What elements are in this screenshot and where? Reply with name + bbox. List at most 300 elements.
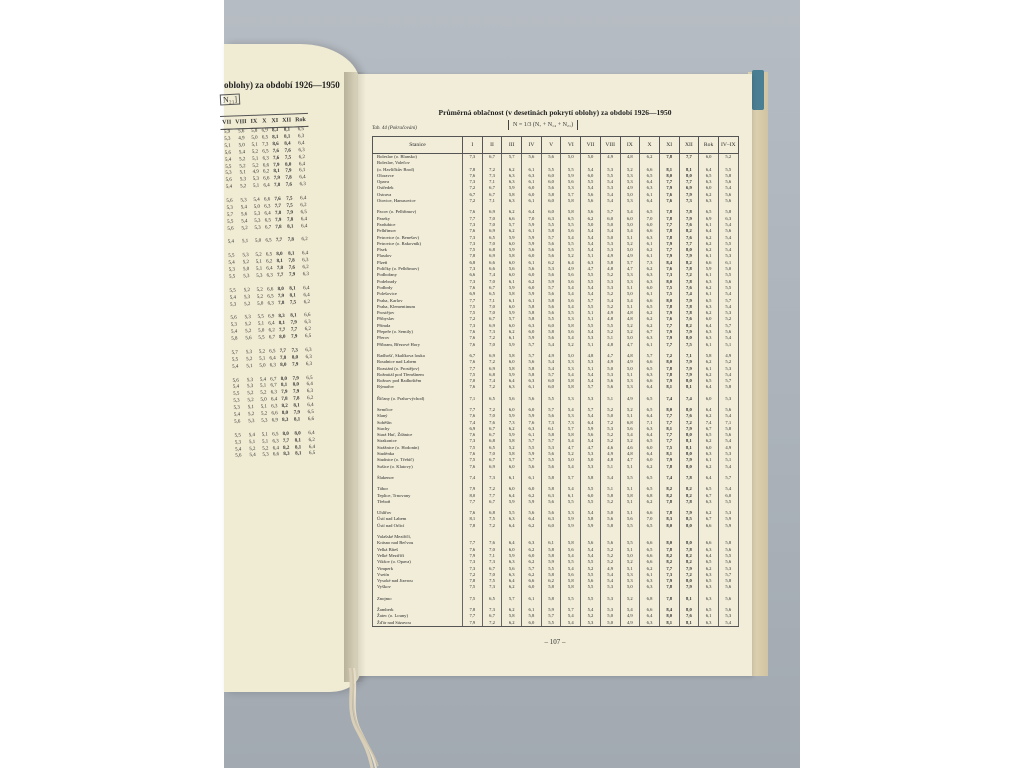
table-cell: 7,3 [482, 173, 502, 179]
table-cell: 5,6 [718, 584, 738, 590]
table-cell: 6,1 [522, 607, 542, 613]
table-cell: 5,4 [718, 486, 738, 492]
table-cell: 7,1 [679, 353, 699, 359]
table-cell: 5,3 [620, 378, 640, 384]
table-cell: 8,1 [295, 451, 302, 458]
table-cell: 6,5 [308, 451, 316, 457]
table-cell: 7,2 [482, 167, 502, 173]
station-name: Velká Bíteš [373, 547, 463, 553]
table-cell: 5,3 [242, 253, 249, 259]
table-cell: 5,6 [718, 228, 738, 234]
table-cell: 5,9 [581, 523, 601, 529]
table-cell: 8,0 [280, 362, 287, 368]
table-cell: 5,0 [600, 613, 620, 619]
table-cell: 6,2 [640, 154, 660, 161]
column-header: XI [269, 114, 280, 127]
table-cell: 6,3 [305, 354, 312, 360]
table-cell: 8,1 [659, 426, 679, 432]
table-cell: 6,3 [699, 572, 719, 578]
table-cell: 5,6 [581, 432, 601, 438]
table-cell: 5,3 [600, 285, 620, 291]
table-cell: 5,2 [620, 167, 640, 173]
table-cell: 7,9 [659, 310, 679, 316]
table-cell: 5,9 [502, 372, 522, 378]
table-cell: 5,9 [502, 310, 522, 316]
table-cell: 6,1 [699, 272, 719, 278]
table-cell: 6,2 [541, 260, 561, 266]
table-cell: 7,5 [659, 285, 679, 291]
table-cell: 8,2 [659, 553, 679, 559]
column-header: X [640, 137, 660, 154]
table-cell: 6,0 [522, 486, 542, 492]
table-cell: 7,4 [463, 475, 483, 481]
table-cell: 5,4 [581, 241, 601, 247]
table-cell: 5,0 [620, 222, 640, 228]
table-cell: 5,3 [254, 225, 261, 231]
table-cell: 6,2 [522, 547, 542, 553]
table-cell: 6,3 [718, 216, 738, 222]
table-cell: 4,8 [620, 353, 640, 359]
table-cell: 5,0 [581, 222, 601, 228]
table-cell: 5,8 [699, 353, 719, 359]
station-name: (o. Havlíčkův Brod) [373, 167, 463, 173]
table-cell: 5,4 [620, 228, 640, 234]
table-cell: 6,1 [718, 260, 738, 266]
table-cell: 7,2 [679, 272, 699, 278]
table-cell: 5,5 [541, 222, 561, 228]
table-cell: 5,0 [600, 366, 620, 372]
table-cell: 6,4 [581, 420, 601, 426]
table-cell: 6,3 [640, 235, 660, 241]
table-cell: 6,7 [482, 192, 502, 198]
table-cell: 5,3 [600, 372, 620, 378]
table-cell: 4,9 [620, 613, 640, 619]
table-cell: 5,7 [502, 316, 522, 322]
table-cell: 8,0 [282, 431, 289, 437]
table-cell: 8,1 [679, 438, 699, 444]
table-cell: 8,2 [679, 493, 699, 499]
table-cell: 6,2 [640, 499, 660, 505]
table-cell: 6,0 [522, 192, 542, 198]
table-cell: 5,6 [718, 607, 738, 613]
table-cell: 5,7 [541, 235, 561, 241]
table-cell: 7,9 [277, 293, 285, 299]
right-page [358, 74, 752, 676]
table-cell: 5,0 [620, 335, 640, 341]
table-cell: 7,3 [463, 279, 483, 285]
table-cell: 5,4 [581, 235, 601, 241]
table-cell: 6,3 [502, 173, 522, 179]
table-cell: 7,6 [463, 432, 483, 438]
table-cell: 4,8 [620, 451, 640, 457]
table-cell: 7,6 [463, 335, 483, 341]
table-cell: 6,2 [522, 572, 542, 578]
table-cell: 5,2 [620, 329, 640, 335]
table-cell: 5,8 [541, 329, 561, 335]
table-cell: 5,8 [718, 540, 738, 546]
table-cell: 7,7 [463, 407, 483, 413]
table-cell: 8,0 [679, 607, 699, 613]
table-cell: 6,4 [502, 540, 522, 546]
table-cell: 6,8 [482, 247, 502, 253]
table-cell: 6,1 [640, 241, 660, 247]
table-cell: 6,8 [463, 260, 483, 266]
cloudiness-table [372, 136, 739, 627]
table-cell: 5,0 [620, 553, 640, 559]
table-cell: 7,4 [699, 420, 719, 426]
table-cell: 7,2 [463, 572, 483, 578]
table-cell: 8,0 [679, 578, 699, 584]
column-header: Rok [293, 113, 308, 127]
table-cell: 5,8 [718, 209, 738, 215]
table-cell: 6,5 [482, 396, 502, 402]
table-cell: 5,8 [561, 198, 581, 204]
table-cell: 5,1 [259, 383, 267, 390]
table-cell: 6,7 [482, 426, 502, 432]
table-cell: 7,0 [482, 413, 502, 419]
table-cell: 7,8 [659, 372, 679, 378]
table-cell: 5,2 [244, 301, 251, 307]
table-cell: 6,5 [699, 486, 719, 492]
table-cell: 8,1 [283, 127, 291, 133]
table-cell: 6,2 [302, 265, 309, 271]
table-cell: 5,1 [581, 310, 601, 316]
table-cell: 5,9 [522, 222, 542, 228]
table-cell: 5,3 [600, 584, 620, 590]
table-cell: 6,2 [640, 566, 660, 572]
table-cell: 6,8 [640, 493, 660, 499]
table-cell: 6,1 [699, 222, 719, 228]
table-cell: 7,8 [463, 523, 483, 529]
table-cell: 6,8 [482, 438, 502, 444]
table-cell: 6,4 [272, 445, 279, 451]
station-name: Podbořany [373, 272, 463, 278]
station-name: Polešovice [373, 291, 463, 297]
table-cell: 5,4 [600, 298, 620, 304]
table-cell: 6,2 [522, 559, 542, 565]
table-cell: 6,3 [640, 272, 660, 278]
table-cell: 6,0 [699, 396, 719, 402]
table-cell: 5,3 [229, 302, 237, 308]
table-cell: 5,8 [718, 426, 738, 432]
table-cell: 5,7 [718, 323, 738, 329]
station-name: Radhošť, Skalíkova louka [373, 353, 463, 359]
table-cell: 6,6 [640, 228, 660, 234]
table-cell: 5,5 [561, 241, 581, 247]
station-name: Krásno nad Bečvou [373, 540, 463, 546]
table-cell: 6,3 [699, 596, 719, 602]
table-cell: 6,0 [699, 154, 719, 161]
column-header: VII [581, 137, 601, 154]
table-cell: 6,4 [699, 475, 719, 481]
table-cell: 7,3 [482, 607, 502, 613]
table-cell: 5,6 [541, 510, 561, 516]
table-cell: 5,1 [620, 547, 640, 553]
book-cover-strip [752, 70, 764, 110]
table-cell: 5,2 [600, 553, 620, 559]
table-cell: 6,5 [699, 209, 719, 215]
table-cell: 7,9 [288, 272, 296, 278]
table-cell: 5,8 [522, 372, 542, 378]
table-cell: 4,9 [600, 154, 620, 161]
table-cell: 5,5 [502, 510, 522, 516]
station-name: Strážnice (o. Hodonín) [373, 445, 463, 451]
table-cell: 5,3 [246, 384, 254, 390]
table-cell: 6,3 [522, 323, 542, 329]
table-cell: 5,6 [620, 516, 640, 522]
table-cell: 5,1 [718, 457, 738, 463]
column-header: VI [561, 137, 581, 154]
table-cell: 5,6 [522, 359, 542, 365]
table-cell: 5,2 [620, 323, 640, 329]
table-cell: 5,6 [522, 396, 542, 402]
table-cell: 5,8 [600, 493, 620, 499]
table-cell: 7,9 [275, 217, 282, 223]
station-name: Ústí nad Labem [373, 516, 463, 522]
table-cell: 6,2 [640, 316, 660, 322]
table-cell: 5,8 [561, 578, 581, 584]
table-cell: 8,0 [659, 359, 679, 365]
table-cell: 6,4 [699, 553, 719, 559]
table-cell: 6,3 [302, 271, 310, 278]
table-cell: 6,2 [522, 523, 542, 529]
table-cell: 5,1 [241, 239, 249, 245]
column-header: IV [522, 137, 542, 154]
table-cell: 6,2 [502, 228, 522, 234]
station-name: Uhlířov [373, 510, 463, 516]
table-cell: 5,0 [253, 204, 261, 210]
table-cell: 5,6 [561, 272, 581, 278]
table-cell: 5,3 [233, 398, 240, 404]
table-cell: 5,3 [600, 279, 620, 285]
table-cell: 5,1 [258, 356, 266, 362]
table-cell: 5,4 [541, 342, 561, 348]
table-cell: 6,5 [261, 135, 269, 141]
table-cell: 6,3 [699, 584, 719, 590]
table-cell: 7,8 [659, 216, 679, 222]
table-cell: 7,8 [288, 258, 295, 264]
table-cell: 6,5 [482, 596, 502, 602]
table-cell: 4,9 [620, 620, 640, 627]
table-cell: 6,3 [502, 384, 522, 390]
table-cell: 5,3 [620, 572, 640, 578]
table-cell: 5,3 [600, 241, 620, 247]
table-cell: 5,4 [600, 572, 620, 578]
table-cell: 5,5 [561, 167, 581, 173]
table-cell: 6,9 [261, 128, 268, 134]
table-cell: 6,0 [541, 323, 561, 329]
table-cell: 7,2 [482, 620, 502, 627]
table-cell: 4,9 [620, 359, 640, 365]
table-cell: 6,1 [522, 596, 542, 602]
table-cell: 6,9 [482, 366, 502, 372]
table-cell: 8,0 [280, 376, 288, 382]
table-cell: 7,1 [482, 553, 502, 559]
station-name: Písek [373, 247, 463, 253]
table-cell: 6,3 [699, 547, 719, 553]
table-cell: 6,1 [699, 613, 719, 619]
table-cell: 7,6 [679, 413, 699, 419]
table-cell: 6,5 [699, 559, 719, 565]
table-cell: 7,9 [291, 334, 298, 340]
table-cell: 7,9 [679, 298, 699, 304]
table-cell: 6,6 [640, 553, 660, 559]
table-cell: 6,4 [640, 198, 660, 204]
table-cell: 7,6 [482, 540, 502, 546]
table-cell: 6,6 [699, 540, 719, 546]
table-cell: 6,7 [482, 285, 502, 291]
table-cell: 5,7 [226, 212, 234, 218]
table-cell: 8,2 [659, 486, 679, 492]
table-cell: 7,9 [659, 329, 679, 335]
table-cell: 7,9 [293, 410, 301, 416]
table-cell: 5,5 [561, 596, 581, 602]
table-cell: 8,5 [679, 516, 699, 522]
table-cell: 5,7 [620, 260, 640, 266]
table-cell: 6,2 [699, 566, 719, 572]
table-cell: 6,0 [541, 173, 561, 179]
table-cell: 8,0 [659, 540, 679, 546]
table-cell: 7,3 [463, 566, 483, 572]
table-cell: 5,2 [241, 225, 248, 231]
table-cell: 5,4 [234, 447, 242, 453]
left-page-formula: N₂₁] [220, 93, 241, 105]
table-cell: 6,5 [482, 235, 502, 241]
table-cell: 7,6 [679, 235, 699, 241]
table-cell: 7,9 [292, 375, 299, 382]
table-cell: 5,5 [581, 272, 601, 278]
table-cell: 6,2 [262, 169, 270, 175]
table-cell: 6,5 [640, 475, 660, 481]
table-cell: 5,8 [502, 291, 522, 297]
table-cell: 5,4 [620, 607, 640, 613]
table-cell: 5,3 [561, 366, 581, 372]
table-cell: 6,3 [699, 620, 719, 627]
table-cell: 4,9 [541, 353, 561, 359]
table-cell: 6,2 [699, 510, 719, 516]
table-cell: 7,7 [659, 323, 679, 329]
table-cell: 5,9 [522, 451, 542, 457]
table-cell: 5,0 [620, 247, 640, 253]
table-cell: 5,6 [561, 298, 581, 304]
table-cell: 5,6 [718, 279, 738, 285]
table-cell: 5,3 [225, 171, 232, 177]
table-cell: 5,5 [231, 357, 239, 363]
table-cell: 7,9 [659, 457, 679, 463]
table-cell: 5,1 [255, 266, 263, 272]
table-cell: 5,3 [254, 218, 261, 224]
table-cell: 8,1 [293, 417, 301, 423]
table-cell: 6,2 [699, 235, 719, 241]
table-cell: 5,4 [561, 620, 581, 627]
table-cell: 6,2 [303, 299, 311, 305]
table-cell: 6,4 [502, 493, 522, 499]
table-cell: 5,6 [561, 279, 581, 285]
table-cell: 5,3 [561, 510, 581, 516]
table-cell: 5,7 [502, 222, 522, 228]
table-cell: 6,4 [303, 292, 310, 298]
table-cell: 6,3 [502, 179, 522, 185]
table-cell: 5,8 [522, 613, 542, 619]
station-name: Valašské Meziříčí, [373, 534, 463, 540]
table-cell: 5,2 [561, 342, 581, 348]
table-cell: 6,1 [522, 167, 542, 173]
table-cell: 5,7 [541, 438, 561, 444]
table-cell: 5,3 [561, 316, 581, 322]
table-cell: 5,6 [232, 378, 239, 384]
table-cell: 5,9 [502, 432, 522, 438]
table-cell: 6,3 [640, 279, 660, 285]
table-cell: 5,1 [261, 439, 269, 445]
table-cell: 5,4 [581, 413, 601, 419]
station-name: Vsetín [373, 572, 463, 578]
table-cell: 6,2 [699, 464, 719, 470]
table-cell: 5,6 [561, 179, 581, 185]
table-cell: 5,4 [561, 566, 581, 572]
table-cell: 7,7 [679, 154, 699, 161]
table-cell: 5,3 [718, 310, 738, 316]
table-cell: 5,7 [502, 596, 522, 602]
station-name: Přímda [373, 323, 463, 329]
table-cell: 4,9 [252, 170, 259, 176]
table-cell: 5,5 [226, 219, 234, 225]
table-cell: 5,4 [561, 553, 581, 559]
table-cell: 5,5 [581, 179, 601, 185]
table-cell: 5,3 [253, 211, 261, 217]
table-cell: 6,7 [482, 432, 502, 438]
table-cell: 5,7 [541, 407, 561, 413]
table-cell: 5,3 [541, 445, 561, 451]
table-cell: 5,6 [718, 407, 738, 413]
table-cell: 5,4 [581, 607, 601, 613]
table-cell: 5,4 [561, 486, 581, 492]
table-cell: 6,2 [699, 247, 719, 253]
table-row [373, 620, 739, 627]
table-cell: 6,0 [581, 173, 601, 179]
table-cell: 7,6 [272, 148, 280, 154]
table-cell: 5,8 [541, 596, 561, 602]
table-cell: 5,6 [541, 253, 561, 259]
table-cell: 6,3 [699, 304, 719, 310]
table-cell: 6,0 [699, 445, 719, 451]
table-cell: 5,7 [541, 285, 561, 291]
table-cell: 5,4 [232, 364, 239, 370]
table-cell: 6,4 [266, 266, 273, 272]
table-cell: 7,8 [277, 300, 285, 306]
table-cell: 6,4 [640, 413, 660, 419]
table-cell: 6,3 [640, 335, 660, 341]
table-cell: 6,3 [640, 426, 660, 432]
table-cell: 5,2 [600, 499, 620, 505]
table-cell: 6,6 [482, 266, 502, 272]
table-cell: 8,1 [679, 596, 699, 602]
table-cell: 6,4 [298, 161, 306, 167]
table-cell: 7,8 [679, 279, 699, 285]
table-cell: 5,3 [620, 578, 640, 584]
station-name: Sušice (o. Klatovy) [373, 464, 463, 470]
table-cell: 5,6 [561, 228, 581, 234]
table-cell: 5,4 [230, 329, 238, 335]
table-cell: 7,6 [463, 329, 483, 335]
table-cell: 6,1 [699, 342, 719, 348]
column-header: VIII [233, 116, 249, 130]
column-header: VII [220, 116, 233, 129]
table-cell: 5,6 [245, 336, 252, 342]
table-cell: 8,2 [679, 323, 699, 329]
table-cell: 5,0 [718, 266, 738, 272]
table-cell: 5,6 [718, 432, 738, 438]
table-cell: 8,2 [679, 486, 699, 492]
